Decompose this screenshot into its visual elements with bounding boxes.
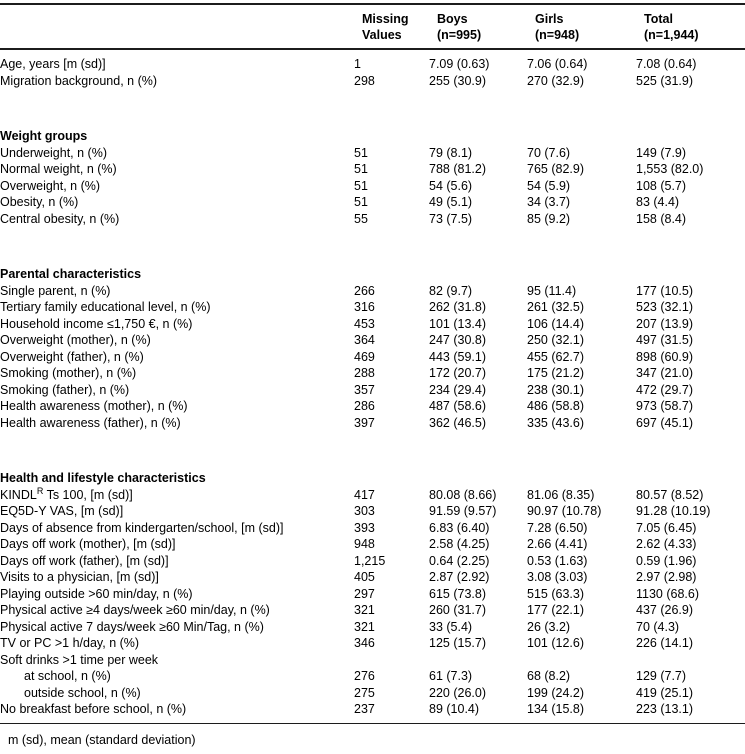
missing-values-cell: 1 bbox=[354, 57, 361, 71]
table-row bbox=[0, 586, 745, 603]
girls-cell: 515 (63.3) bbox=[527, 586, 584, 601]
header-boys-line1: Boys bbox=[437, 12, 468, 26]
missing-values-cell: 393 bbox=[354, 520, 375, 535]
total-cell: 0.59 (1.96) bbox=[636, 553, 697, 568]
girls-cell: 95 (11.4) bbox=[527, 283, 577, 298]
boys-cell: 2.58 (4.25) bbox=[429, 537, 490, 551]
missing-values-cell: 316 bbox=[354, 300, 375, 314]
girls-cell: 238 (30.1) bbox=[527, 382, 584, 397]
row-label bbox=[0, 520, 354, 537]
missing-values-cell: 286 bbox=[354, 399, 375, 413]
row-label bbox=[0, 56, 354, 73]
row-label-text: Normal weight, n (%) bbox=[0, 162, 117, 176]
row-label-text: at school, n (%) bbox=[24, 669, 111, 683]
row-label bbox=[0, 349, 354, 366]
total-cell: 207 (13.9) bbox=[636, 316, 693, 331]
boys-cell: 260 (31.7) bbox=[429, 603, 486, 617]
total-cell: 472 (29.7) bbox=[636, 382, 693, 397]
row-label bbox=[0, 382, 354, 399]
missing-values-cell: 298 bbox=[354, 73, 375, 88]
table-row bbox=[0, 701, 745, 718]
boys-cell: 101 (13.4) bbox=[429, 316, 486, 331]
boys-cell: 33 (5.4) bbox=[429, 619, 473, 634]
table-row bbox=[0, 382, 745, 399]
missing-values-cell: 303 bbox=[354, 504, 375, 518]
row-label-text: Household income ≤1,750 €, n (%) bbox=[0, 316, 193, 331]
row-label bbox=[0, 365, 354, 382]
table-header-row bbox=[0, 5, 745, 50]
row-label bbox=[0, 487, 354, 504]
total-cell: 177 (10.5) bbox=[636, 283, 693, 298]
girls-cell: 54 (5.9) bbox=[527, 178, 571, 193]
row-label-text: Underweight, n (%) bbox=[0, 145, 107, 160]
girls-cell: 26 (3.2) bbox=[527, 619, 571, 634]
girls-cell: 250 (32.1) bbox=[527, 333, 584, 347]
row-label-text: Days of absence from kindergarten/school, [m (sd)] bbox=[0, 520, 284, 535]
boys-cell: 54 (5.6) bbox=[429, 178, 473, 193]
boys-cell: 362 (46.5) bbox=[429, 415, 486, 430]
boys-cell: 82 (9.7) bbox=[429, 283, 473, 298]
table-row bbox=[0, 668, 745, 685]
boys-cell: 487 (58.6) bbox=[429, 399, 486, 413]
total-cell: 2.62 (4.33) bbox=[636, 537, 697, 551]
table-row bbox=[0, 365, 745, 382]
missing-values-cell: 397 bbox=[354, 415, 375, 430]
total-cell: 523 (32.1) bbox=[636, 300, 693, 314]
total-cell: 497 (31.5) bbox=[636, 333, 693, 347]
header-girls bbox=[535, 11, 644, 43]
section-header-row bbox=[0, 266, 745, 283]
row-label-text: Overweight (father), n (%) bbox=[0, 349, 144, 364]
row-label-text: TV or PC >1 h/day, n (%) bbox=[0, 636, 140, 650]
boys-cell: 247 (30.8) bbox=[429, 333, 486, 347]
section-header-row bbox=[0, 128, 745, 145]
table-footnote: m (sd), mean (standard deviation) bbox=[8, 732, 196, 747]
girls-cell: 106 (14.4) bbox=[527, 316, 584, 331]
boys-cell: 172 (20.7) bbox=[429, 366, 486, 380]
row-label bbox=[0, 668, 354, 685]
missing-values-cell: 55 bbox=[354, 211, 368, 226]
row-label-text: No breakfast before school, n (%) bbox=[0, 702, 187, 716]
row-label bbox=[0, 619, 354, 636]
total-cell: 226 (14.1) bbox=[636, 636, 693, 650]
girls-cell: 2.66 (4.41) bbox=[527, 537, 588, 551]
row-label-text: Health awareness (father), n (%) bbox=[0, 415, 181, 430]
row-label-text: Tertiary family educational level, n (%) bbox=[0, 300, 211, 314]
row-label bbox=[0, 161, 354, 178]
group-label-row bbox=[0, 652, 745, 669]
total-cell: 108 (5.7) bbox=[636, 178, 687, 193]
total-cell: 7.08 (0.64) bbox=[636, 57, 697, 71]
row-label bbox=[0, 602, 354, 619]
table-row bbox=[0, 56, 745, 73]
total-cell: 973 (58.7) bbox=[636, 399, 693, 413]
row-label-text: Migration background, n (%) bbox=[0, 73, 158, 88]
boys-cell: 73 (7.5) bbox=[429, 211, 473, 226]
header-total-line1: Total bbox=[644, 12, 673, 26]
table-row bbox=[0, 398, 745, 415]
total-cell: 419 (25.1) bbox=[636, 685, 693, 700]
header-total bbox=[644, 11, 737, 43]
total-cell: 697 (45.1) bbox=[636, 415, 693, 430]
missing-values-cell: 266 bbox=[354, 283, 375, 298]
missing-values-cell: 297 bbox=[354, 586, 375, 601]
missing-values-cell: 346 bbox=[354, 636, 375, 650]
table-row bbox=[0, 602, 745, 619]
row-label-text: Days off work (mother), [m (sd)] bbox=[0, 537, 176, 551]
table-row bbox=[0, 283, 745, 300]
table-row bbox=[0, 145, 745, 162]
row-label bbox=[0, 316, 354, 333]
row-label bbox=[0, 398, 354, 415]
boys-cell: 125 (15.7) bbox=[429, 636, 486, 650]
total-cell: 525 (31.9) bbox=[636, 73, 693, 88]
total-cell: 83 (4.4) bbox=[636, 195, 680, 209]
boys-cell: 89 (10.4) bbox=[429, 702, 480, 716]
boys-cell: 234 (29.4) bbox=[429, 382, 486, 397]
header-boys bbox=[437, 11, 535, 43]
table-row bbox=[0, 73, 745, 90]
header-boys-line2: (n=995) bbox=[437, 28, 482, 42]
table-row bbox=[0, 553, 745, 570]
boys-cell: 255 (30.9) bbox=[429, 73, 486, 88]
row-label-text: Age, years [m (sd)] bbox=[0, 57, 106, 71]
header-missing-line1: Missing bbox=[362, 12, 409, 26]
missing-values-cell: 321 bbox=[354, 619, 375, 634]
missing-values-cell: 51 bbox=[354, 145, 368, 160]
row-label-text: Smoking (father), n (%) bbox=[0, 382, 130, 397]
row-label bbox=[0, 586, 354, 603]
row-label-text: outside school, n (%) bbox=[24, 685, 141, 700]
table-row bbox=[0, 178, 745, 195]
girls-cell: 0.53 (1.63) bbox=[527, 553, 588, 568]
girls-cell: 199 (24.2) bbox=[527, 685, 584, 700]
girls-cell: 765 (82.9) bbox=[527, 162, 584, 176]
girls-cell: 3.08 (3.03) bbox=[527, 570, 588, 584]
header-total-line2: (n=1,944) bbox=[644, 28, 699, 42]
header-girls-line1: Girls bbox=[535, 12, 564, 26]
row-label bbox=[0, 145, 354, 162]
row-label-text: Obesity, n (%) bbox=[0, 195, 79, 209]
row-label-text: Overweight, n (%) bbox=[0, 178, 101, 193]
table-row bbox=[0, 415, 745, 432]
row-label-text: Single parent, n (%) bbox=[0, 283, 111, 298]
total-cell: 1130 (68.6) bbox=[636, 586, 700, 601]
table-row bbox=[0, 349, 745, 366]
row-label bbox=[0, 701, 354, 718]
section-header-row bbox=[0, 470, 745, 487]
missing-values-cell: 51 bbox=[354, 178, 368, 193]
characteristics-table bbox=[0, 3, 745, 748]
missing-values-cell: 288 bbox=[354, 366, 375, 380]
row-label bbox=[0, 283, 354, 300]
girls-cell: 68 (8.2) bbox=[527, 669, 571, 683]
section-title: Health and lifestyle characteristics bbox=[0, 471, 206, 485]
missing-values-cell: 275 bbox=[354, 685, 375, 700]
table-row bbox=[0, 211, 745, 228]
boys-cell: 6.83 (6.40) bbox=[429, 520, 490, 535]
missing-values-cell: 469 bbox=[354, 349, 375, 364]
girls-cell: 101 (12.6) bbox=[527, 636, 584, 650]
row-label-text: Playing outside >60 min/day, n (%) bbox=[0, 586, 193, 601]
row-label-text: Health awareness (mother), n (%) bbox=[0, 399, 188, 413]
row-label bbox=[0, 178, 354, 195]
boys-cell: 615 (73.8) bbox=[429, 586, 486, 601]
row-label bbox=[0, 415, 354, 432]
table-row bbox=[0, 503, 745, 520]
table-row bbox=[0, 299, 745, 316]
total-cell: 129 (7.7) bbox=[636, 669, 687, 683]
boys-cell: 2.87 (2.92) bbox=[429, 570, 490, 584]
missing-values-cell: 237 bbox=[354, 702, 375, 716]
boys-cell: 91.59 (9.57) bbox=[429, 504, 497, 518]
girls-cell: 81.06 (8.35) bbox=[527, 487, 595, 502]
missing-values-cell: 364 bbox=[354, 333, 375, 347]
table-row bbox=[0, 332, 745, 349]
boys-cell: 7.09 (0.63) bbox=[429, 57, 490, 71]
row-label bbox=[0, 73, 354, 90]
row-label bbox=[0, 503, 354, 520]
girls-cell: 486 (58.8) bbox=[527, 399, 584, 413]
boys-cell: 61 (7.3) bbox=[429, 669, 473, 683]
row-label-text: Physical active ≥4 days/week ≥60 min/day, n (%) bbox=[0, 603, 270, 617]
row-label-text: Physical active 7 days/week ≥60 Min/Tag, n (%) bbox=[0, 619, 264, 634]
girls-cell: 85 (9.2) bbox=[527, 211, 571, 226]
total-cell: 347 (21.0) bbox=[636, 366, 693, 380]
total-cell: 158 (8.4) bbox=[636, 211, 687, 226]
section-title: Weight groups bbox=[0, 129, 88, 143]
total-cell: 91.28 (10.19) bbox=[636, 504, 711, 518]
row-label-text: Days off work (father), [m (sd)] bbox=[0, 553, 169, 568]
row-label bbox=[0, 332, 354, 349]
boys-cell: 79 (8.1) bbox=[429, 145, 473, 160]
girls-cell: 261 (32.5) bbox=[527, 300, 584, 314]
header-girls-line2: (n=948) bbox=[535, 28, 580, 42]
girls-cell: 134 (15.8) bbox=[527, 702, 584, 716]
total-cell: 70 (4.3) bbox=[636, 619, 680, 634]
header-missing-line2: Values bbox=[362, 28, 402, 42]
girls-cell: 270 (32.9) bbox=[527, 73, 584, 88]
total-cell: 80.57 (8.52) bbox=[636, 487, 704, 502]
girls-cell: 70 (7.6) bbox=[527, 145, 571, 160]
header-stub-cell bbox=[8, 11, 362, 43]
girls-cell: 177 (22.1) bbox=[527, 603, 584, 617]
total-cell: 7.05 (6.45) bbox=[636, 520, 697, 535]
table-row bbox=[0, 520, 745, 537]
table-row bbox=[0, 569, 745, 586]
row-label bbox=[0, 553, 354, 570]
missing-values-cell: 321 bbox=[354, 603, 375, 617]
total-cell: 1,553 (82.0) bbox=[636, 162, 704, 176]
missing-values-cell: 405 bbox=[354, 570, 375, 584]
missing-values-cell: 1,215 bbox=[354, 553, 386, 568]
row-label bbox=[0, 569, 354, 586]
girls-cell: 7.06 (0.64) bbox=[527, 57, 588, 71]
boys-cell: 788 (81.2) bbox=[429, 162, 486, 176]
missing-values-cell: 417 bbox=[354, 487, 375, 502]
page bbox=[0, 3, 745, 754]
row-label bbox=[0, 536, 354, 553]
total-cell: 2.97 (2.98) bbox=[636, 570, 697, 584]
row-label bbox=[0, 685, 354, 702]
header-missing-values bbox=[362, 11, 437, 43]
total-cell: 149 (7.9) bbox=[636, 145, 687, 160]
missing-values-cell: 357 bbox=[354, 382, 375, 397]
row-label-text: Overweight (mother), n (%) bbox=[0, 333, 151, 347]
row-label-text: Visits to a physician, [m (sd)] bbox=[0, 570, 159, 584]
missing-values-cell: 51 bbox=[354, 195, 368, 209]
total-cell: 223 (13.1) bbox=[636, 702, 693, 716]
row-label bbox=[0, 194, 354, 211]
row-label-text: Smoking (mother), n (%) bbox=[0, 366, 137, 380]
row-label-text: KINDL bbox=[0, 487, 37, 502]
row-label-text: EQ5D-Y VAS, [m (sd)] bbox=[0, 504, 124, 518]
boys-cell: 0.64 (2.25) bbox=[429, 553, 490, 568]
missing-values-cell: 51 bbox=[354, 162, 368, 176]
table-row bbox=[0, 635, 745, 652]
total-cell: 898 (60.9) bbox=[636, 349, 693, 364]
group-label: Soft drinks >1 time per week bbox=[0, 652, 159, 667]
girls-cell: 34 (3.7) bbox=[527, 195, 571, 209]
row-label bbox=[0, 635, 354, 652]
total-cell: 437 (26.9) bbox=[636, 603, 693, 617]
table-row bbox=[0, 487, 745, 504]
girls-cell: 175 (21.2) bbox=[527, 366, 584, 380]
table-row bbox=[0, 619, 745, 636]
boys-cell: 443 (59.1) bbox=[429, 349, 486, 364]
table-row bbox=[0, 316, 745, 333]
girls-cell: 455 (62.7) bbox=[527, 349, 584, 364]
boys-cell: 220 (26.0) bbox=[429, 685, 486, 700]
missing-values-cell: 453 bbox=[354, 316, 375, 331]
table-row bbox=[0, 536, 745, 553]
row-label-superscript: R bbox=[36, 486, 44, 496]
row-label-text-after: Ts 100, [m (sd)] bbox=[43, 487, 133, 502]
boys-cell: 49 (5.1) bbox=[429, 195, 473, 209]
missing-values-cell: 276 bbox=[354, 669, 375, 683]
girls-cell: 335 (43.6) bbox=[527, 415, 584, 430]
boys-cell: 262 (31.8) bbox=[429, 300, 486, 314]
missing-values-cell: 948 bbox=[354, 537, 375, 551]
table-row bbox=[0, 685, 745, 702]
table-body bbox=[0, 50, 745, 724]
girls-cell: 7.28 (6.50) bbox=[527, 520, 588, 535]
table-row bbox=[0, 161, 745, 178]
boys-cell: 80.08 (8.66) bbox=[429, 487, 497, 502]
section-title: Parental characteristics bbox=[0, 267, 142, 281]
row-label bbox=[0, 299, 354, 316]
girls-cell: 90.97 (10.78) bbox=[527, 504, 602, 518]
row-label bbox=[0, 211, 354, 228]
table-row bbox=[0, 194, 745, 211]
row-label-text: Central obesity, n (%) bbox=[0, 211, 120, 226]
